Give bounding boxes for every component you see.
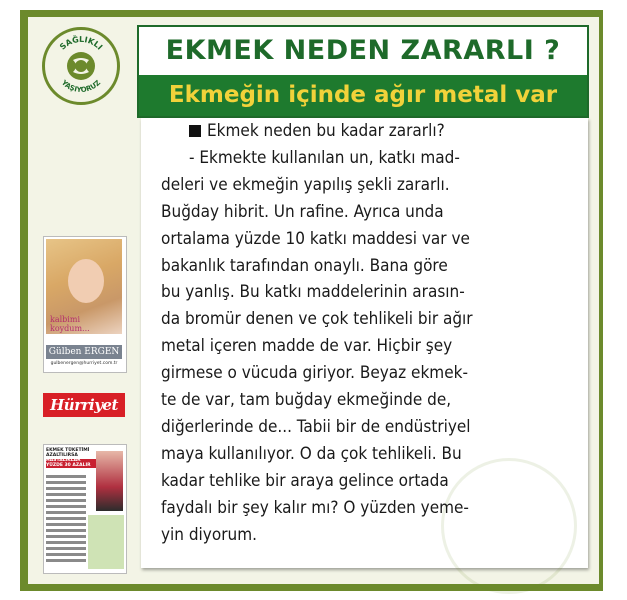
headline-box	[137, 25, 589, 118]
question-text: Ekmek neden bu kadar zararlı?	[207, 121, 445, 141]
answer-line: - Ekmekte kullanılan un, katkı mad-	[189, 147, 460, 168]
clipping-text-line	[46, 517, 86, 520]
clipping-text-line	[46, 493, 86, 496]
clipping-text-line	[46, 547, 86, 550]
answer-line: Buğday hibrit. Un rafine. Ayrıca unda	[161, 201, 444, 222]
answer-line: bakanlık tarafından onaylı. Bana göre	[161, 255, 448, 276]
answer-line: deleri ve ekmeğin yapılış şekli zararlı.	[161, 174, 450, 195]
clipping-text-line	[46, 475, 86, 478]
logo-emblem-icon	[45, 30, 117, 102]
answer-line: te de var, tam buğday ekmeğinde de,	[161, 390, 452, 411]
headline-title: EKMEK NEDEN ZARARLI ?	[139, 27, 587, 75]
answer-line: bu yanlış. Bu katkı maddelerinin arasın-	[161, 282, 465, 303]
clipping-photo	[96, 451, 123, 511]
clipping-text-line	[46, 523, 86, 526]
hurriyet-logo: Hürriyet	[43, 393, 125, 417]
clipping-text-line	[46, 505, 86, 508]
newspaper-clipping	[43, 444, 127, 574]
author-name: Gülben ERGEN	[46, 345, 122, 359]
columnist-portrait	[43, 236, 127, 373]
article-box	[141, 118, 588, 568]
clipping-text-line	[46, 541, 86, 544]
answer-line: maya kullanılıyor. O da çok tehlikeli. Bu	[161, 443, 462, 464]
svg-text:YAŞIYORUZ	[59, 78, 102, 94]
answer-line: kadar tehlike bir araya gelince ortada	[161, 470, 449, 491]
clipping-text-line	[46, 487, 86, 490]
clipping-text-line	[46, 559, 86, 562]
saglikli-yasiyoruz-logo	[42, 27, 120, 105]
clipping-text-line	[46, 553, 86, 556]
clipping-text-line	[46, 481, 86, 484]
answer-line: yin diyorum.	[161, 524, 257, 545]
answer-line: faydalı bir şey kalır mı? O yüzden yeme-	[161, 497, 469, 518]
portrait-face	[68, 259, 104, 303]
column-caption-line-2: koydum...	[50, 324, 90, 333]
logo-text-bottom: YAŞIYORUZ	[59, 78, 103, 95]
answer-line: diğerlerinde de... Tabii bir de endüstriyel	[161, 416, 471, 437]
clipping-red-headline: HASTALIKLAR YÜZDE 30 AZALIR	[46, 459, 96, 468]
svg-text:SAĞLIKLI	[58, 33, 104, 52]
answer-line: girmese o vücuda giriyor. Beyaz ekmek-	[161, 363, 468, 384]
clipping-headline: EKMEK TÜKETİMİ AZALTILIRSA	[46, 448, 90, 458]
answer-line: metal içeren madde de var. Hiçbir şey	[161, 336, 453, 357]
headline-subtitle: Ekmeğin içinde ağır metal var	[139, 75, 587, 116]
answer-line: ortalama yüzde 10 katkı maddesi var ve	[161, 228, 470, 249]
clipping-text-line	[46, 499, 86, 502]
clipping-sidebar-box	[88, 515, 124, 569]
clipping-text-line	[46, 535, 86, 538]
article-question	[161, 118, 581, 145]
logo-text-top: SAĞLIKLI	[58, 34, 105, 52]
answer-line: da bromür denen ve çok tehlikeli bir ağır	[161, 309, 473, 330]
author-email: gulbenergen@hurriyet.com.tr	[50, 361, 118, 366]
article-text	[161, 118, 581, 549]
clipping-text-line	[46, 511, 86, 514]
square-bullet-icon	[189, 125, 201, 137]
column-caption-line-1: kalbimi	[50, 315, 80, 324]
column-caption	[50, 315, 90, 333]
clipping-text-line	[46, 529, 86, 532]
